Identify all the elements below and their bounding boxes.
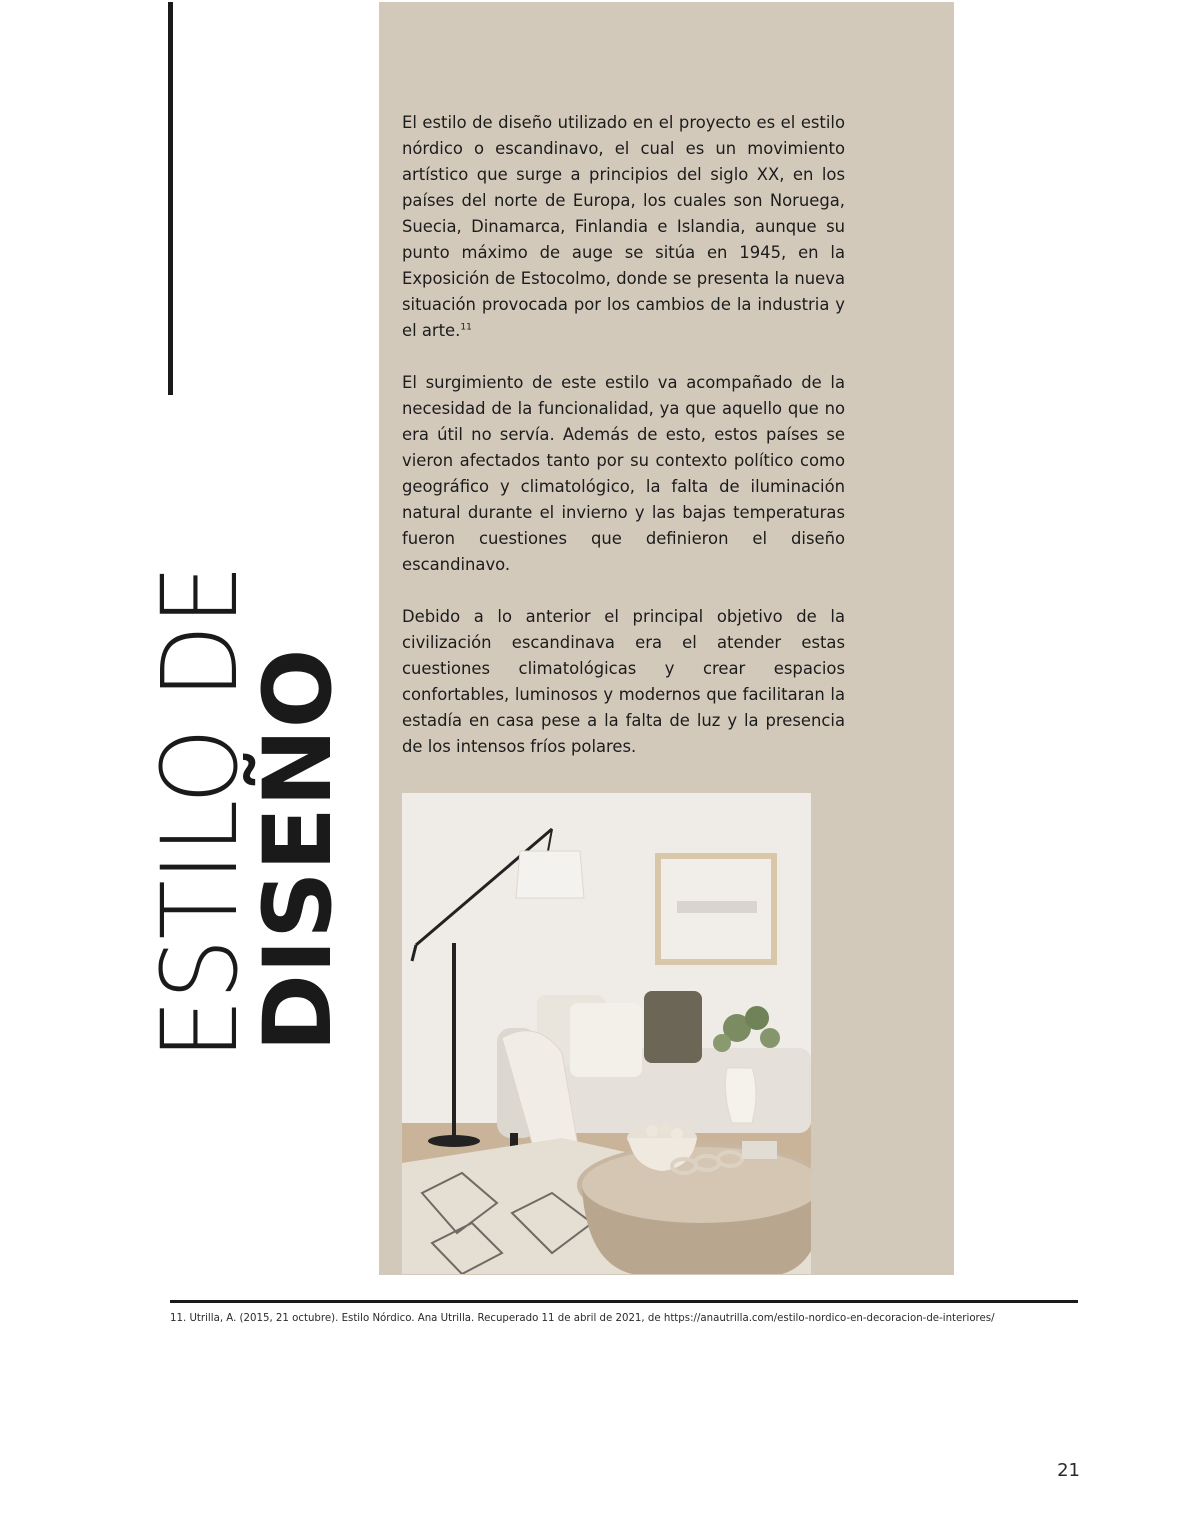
living-room-photo (402, 793, 811, 1274)
footnote: 11. Utrilla, A. (2015, 21 octubre). Estilo Nórdico. Ana Utrilla. Recuperado 11 de abril de 2021, de https://anautrilla.com/estilo-nordico-en-decoracion-de-interiores/ (170, 1313, 995, 1324)
title-line-1: ESTILO DE (139, 565, 261, 1060)
top-vertical-rule (168, 2, 173, 395)
footnote-ref: 11 (460, 322, 472, 333)
page-title (139, 528, 353, 1060)
paragraph-1 (402, 110, 845, 344)
body-text (402, 110, 845, 786)
footnote-divider (170, 1300, 1078, 1303)
paragraph-1-text: El estilo de diseño utilizado en el proyecto es el estilo nórdico o escandinavo, el cual es un movimiento artístico que surge a principios del siglo XX, en los países del norte de Europa, los cuales son Noruega, Suecia, Dinamarca, Finlandia e Islandia, aunque su punto máximo de auge se sitúa en 1945, en la Exposición de Estocolmo, donde se presenta la nueva situación provocada por los cambios de la industria y el arte. (402, 113, 845, 340)
paragraph-3: Debido a lo anterior el principal objetivo de la civilización escandinava era el atender estas cuestiones climatológicas y crear espacios confortables, luminosos y modernos que facilitaran la estadía en casa pese a la falta de luz y la presencia de los intensos fríos polares. (402, 607, 845, 756)
paragraph-2: El surgimiento de este estilo va acompañado de la necesidad de la funcionalidad, ya que aquello que no era útil no servía. Además de esto, estos países se vieron afectados tanto por su contexto político como geográfico y climatológico, la falta de iluminación natural durante el invierno y las bajas temperaturas fueron cuestiones que definieron el diseño escandinavo. (402, 373, 845, 574)
page-number: 21 (1057, 1460, 1080, 1481)
title-line-2: DISEÑO (244, 648, 353, 1052)
